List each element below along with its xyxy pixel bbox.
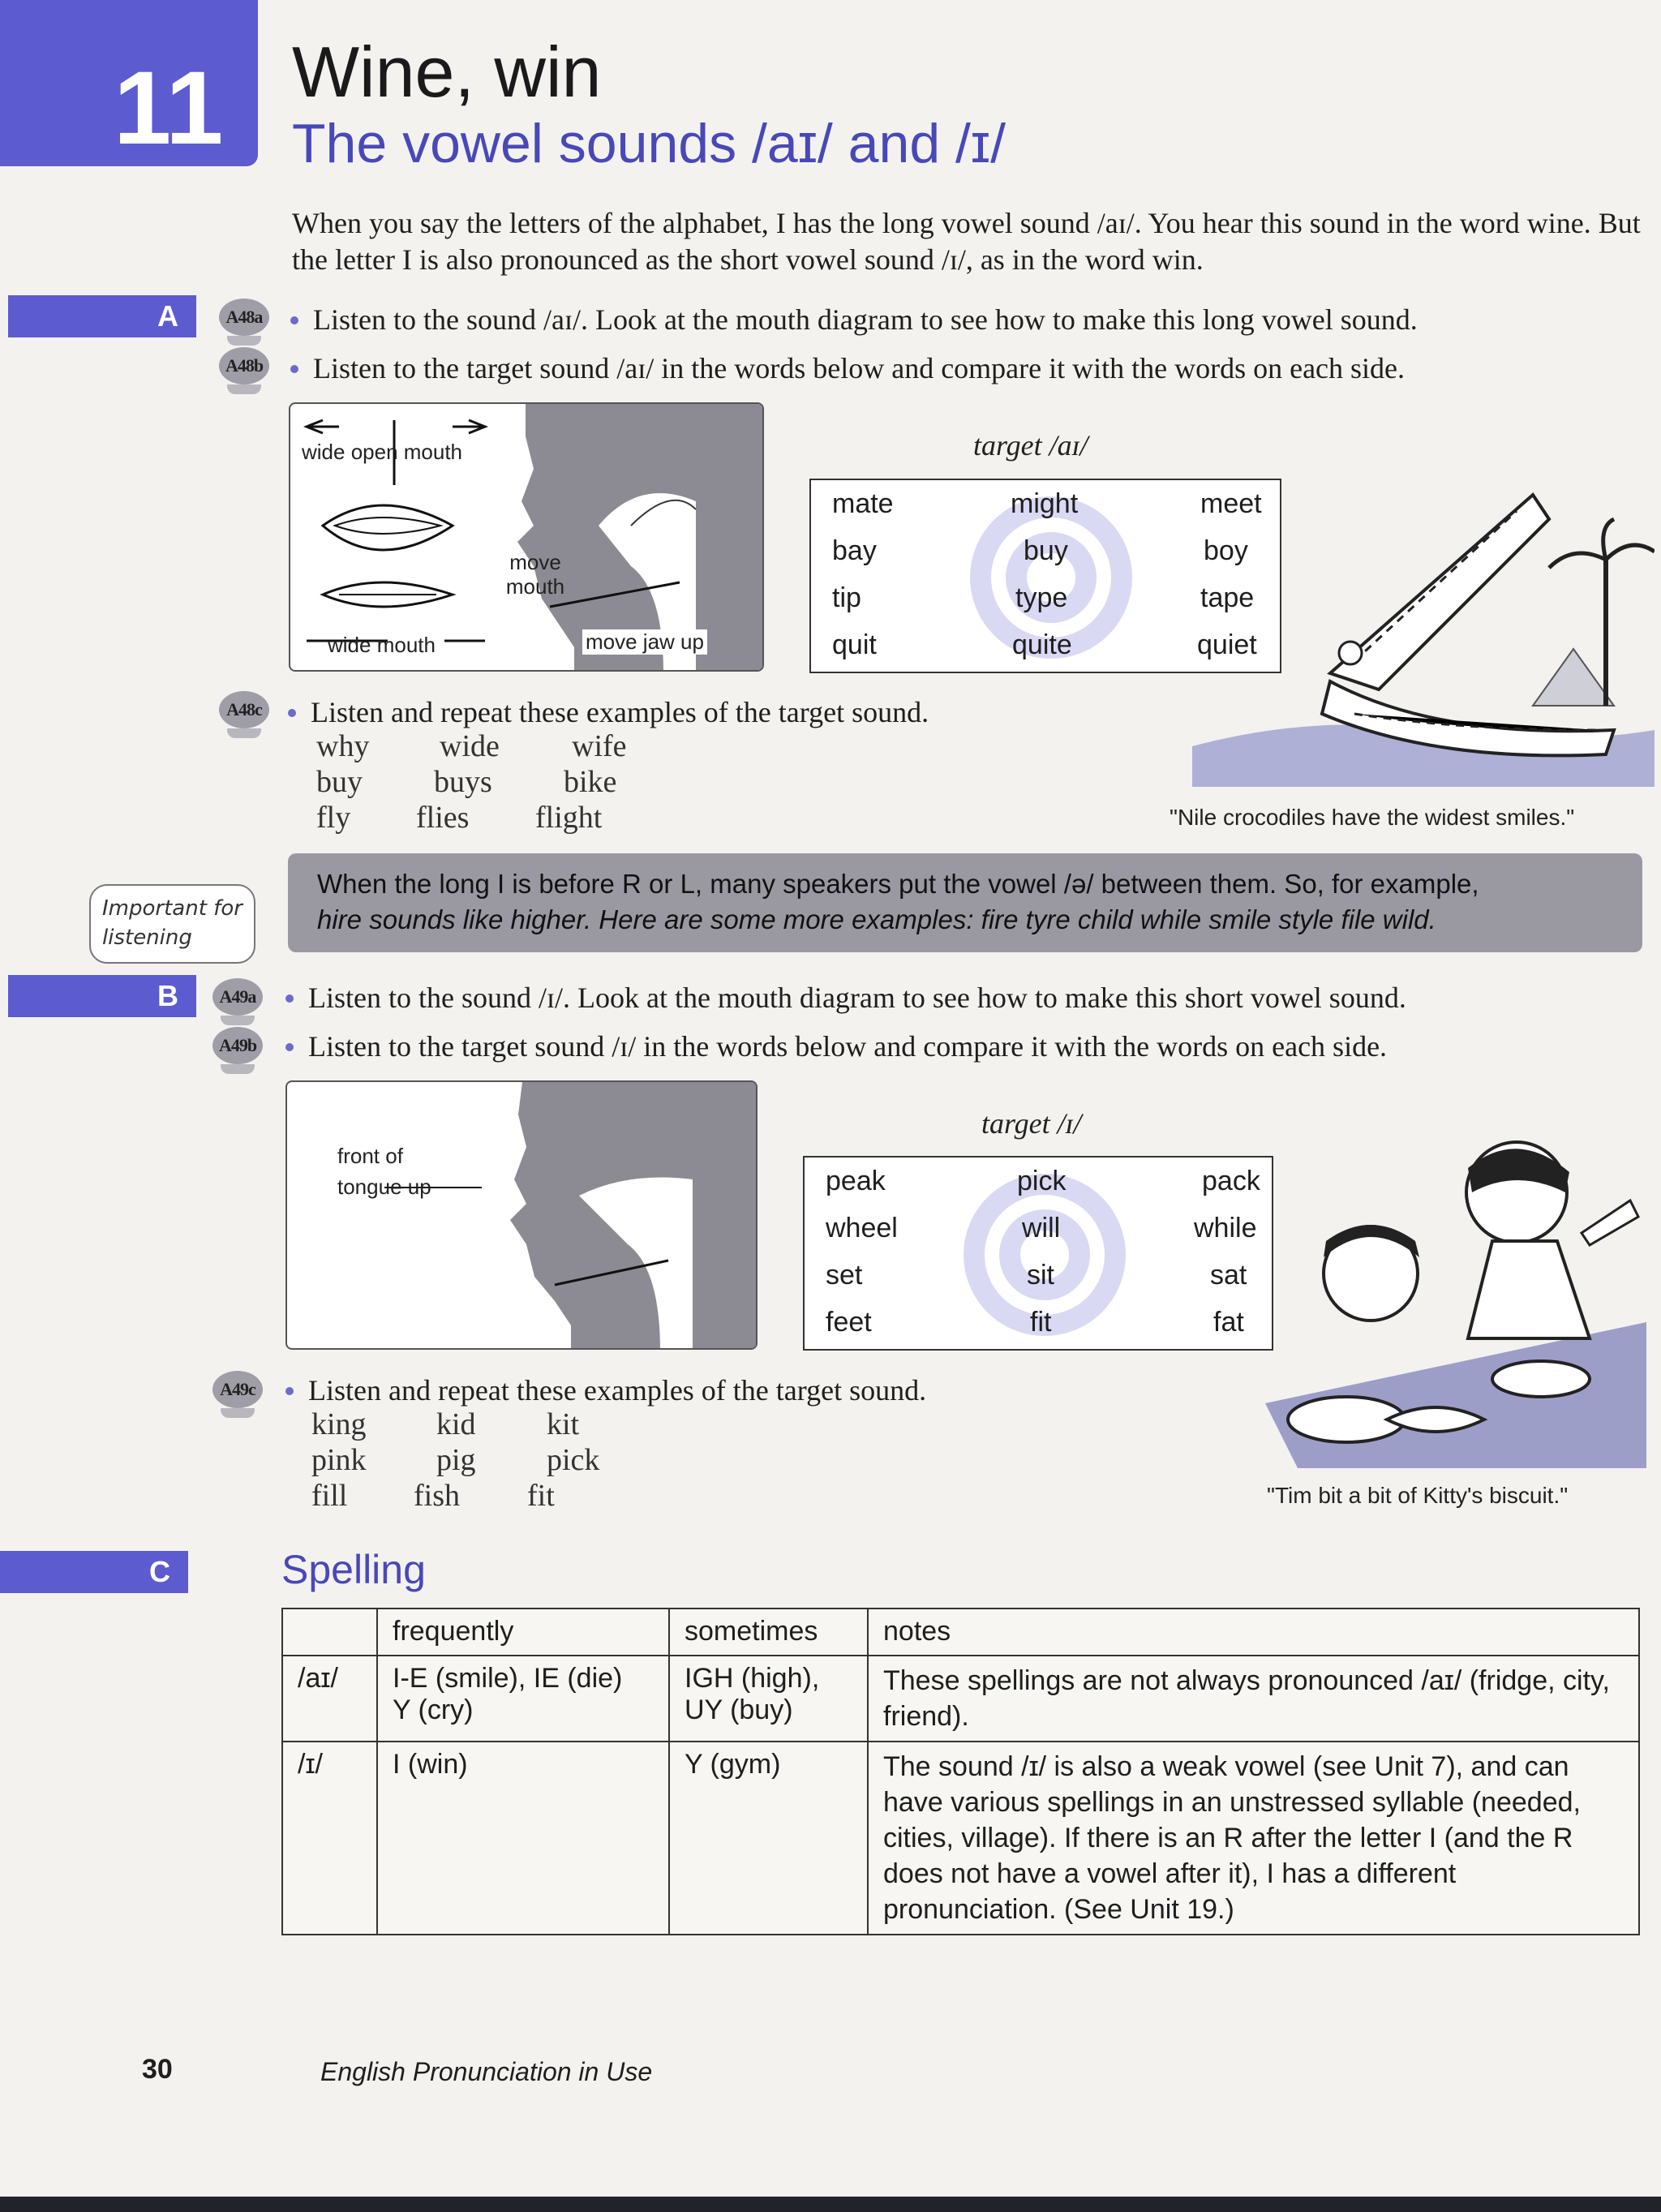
- table-row: feet fit fat: [826, 1307, 1244, 1338]
- column-header: [282, 1609, 377, 1656]
- spelling-line: I (win): [393, 1749, 468, 1780]
- notes-cell: These spellings are not always pronounced /aɪ/ (fridge, city, friend).: [868, 1656, 1639, 1742]
- tim-and-kitty-illustration: [1249, 1136, 1646, 1468]
- diagram-label: wide mouth: [328, 633, 436, 657]
- examples-ai: [316, 728, 803, 842]
- table-row: quit quite quiet: [832, 629, 1257, 660]
- audio-track-badge[interactable]: A48c: [219, 691, 269, 728]
- notes-cell: The sound /ɪ/ is also a weak vowel (see Unit 7), and can have various spellings in an unstressed syllable (needed, cities, village). If there is an R after the letter I (and the R does not have a vowel after it), I has a different pronunciation. (See Unit 19.): [868, 1742, 1639, 1935]
- instruction-b1: Listen to the sound /ɪ/. Look at the mouth diagram to see how to make this short vowel sound.: [285, 980, 1406, 1016]
- example-word: kid: [436, 1407, 476, 1441]
- unit-title: Wine, win: [292, 32, 602, 112]
- spelling-line: Y (gym): [685, 1749, 781, 1780]
- section-tab-c: C: [0, 1551, 188, 1593]
- example-word: pick: [547, 1443, 600, 1477]
- diagram-label: move jaw up: [582, 629, 707, 655]
- crocodile-illustration: [1192, 487, 1655, 787]
- example-word: fish: [414, 1479, 460, 1513]
- example-word: pink: [311, 1443, 367, 1477]
- table-row: peak pick pack: [826, 1166, 1260, 1196]
- important-for-listening-badge: Important for listening: [89, 884, 255, 964]
- spelling-line: UY (buy): [685, 1694, 793, 1725]
- table-row: wheel will while: [826, 1213, 1257, 1243]
- section-tab-a: A: [8, 295, 196, 337]
- illustration-caption: "Nile crocodiles have the widest smiles.": [1170, 805, 1575, 830]
- mouth-diagram-i: [285, 1080, 758, 1350]
- example-word: why: [316, 729, 370, 763]
- column-header: frequently: [377, 1609, 669, 1656]
- sometimes-cell: [669, 1656, 868, 1742]
- column-header: notes: [868, 1609, 1639, 1656]
- example-word: buys: [434, 765, 492, 799]
- column-header: sometimes: [669, 1609, 868, 1656]
- audio-track-badge[interactable]: A49b: [212, 1027, 263, 1064]
- example-word: fill: [311, 1479, 348, 1513]
- audio-track-badge[interactable]: A48b: [219, 347, 269, 384]
- instruction-a1: Listen to the sound /aɪ/. Look at the mouth diagram to see how to make this long vowel sound.: [290, 302, 1418, 337]
- scan-edge: [0, 2197, 1661, 2212]
- note-box: [288, 853, 1642, 952]
- audio-track-badge[interactable]: A49c: [212, 1371, 263, 1408]
- example-word: wide: [440, 729, 500, 763]
- examples-i: [311, 1407, 717, 1520]
- example-word: wife: [572, 729, 627, 763]
- instruction-b3: Listen and repeat these examples of the target sound.: [285, 1372, 926, 1408]
- table-header-row: [282, 1609, 1639, 1656]
- example-word: flight: [535, 801, 603, 835]
- target-label-ai: target /aɪ/: [973, 429, 1088, 462]
- diagram-label: wide open mouth: [302, 440, 463, 464]
- page-number: 30: [142, 2054, 173, 2085]
- table-row: mate might meet: [832, 488, 1262, 519]
- unit-number: 11: [114, 50, 224, 166]
- spelling-line: IGH (high),: [685, 1663, 820, 1694]
- table-row: bay buy boy: [832, 535, 1248, 566]
- word-table-i: [803, 1156, 1273, 1351]
- sound-cell: /aɪ/: [282, 1656, 377, 1742]
- book-title: English Pronunciation in Use: [320, 2057, 653, 2086]
- spelling-title: Spelling: [281, 1547, 426, 1592]
- example-word: king: [311, 1407, 367, 1441]
- instruction-b2: Listen to the target sound /ɪ/ in the words below and compare it with the words on each side.: [285, 1029, 1387, 1064]
- sound-cell: /ɪ/: [282, 1742, 377, 1935]
- table-row: tip type tape: [832, 582, 1255, 613]
- section-tab-b: B: [8, 975, 196, 1017]
- diagram-label: tongue up: [337, 1175, 431, 1199]
- frequently-cell: [377, 1742, 669, 1935]
- sometimes-cell: [669, 1742, 868, 1935]
- example-word: bike: [564, 765, 617, 799]
- example-word: fly: [316, 801, 351, 835]
- mouth-diagram-svg: [287, 1082, 758, 1350]
- diagram-label: front of: [337, 1144, 403, 1168]
- intro-paragraph: When you say the letters of the alphabet, I has the long vowel sound /aɪ/. You hear this sound in the word wine. But the letter I is also pronounced as the short vowel sound /ɪ/, as in the word win.: [292, 207, 1641, 276]
- table-row: [282, 1742, 1639, 1935]
- audio-track-badge[interactable]: A48a: [219, 299, 269, 336]
- target-label-i: target /ɪ/: [981, 1107, 1082, 1140]
- table-row: [282, 1656, 1639, 1742]
- note-line: hire sounds like higher. Here are some more examples: fire tyre child while smile style file wild.: [317, 904, 1436, 934]
- example-word: buy: [316, 765, 363, 799]
- table-row: set sit sat: [826, 1260, 1247, 1291]
- diagram-label: move mouth: [505, 550, 565, 599]
- illustration-caption: "Tim bit a bit of Kitty's biscuit.": [1267, 1483, 1569, 1508]
- spelling-line: I-E (smile), IE (die): [393, 1663, 623, 1694]
- example-word: pig: [436, 1443, 476, 1477]
- instruction-a2: Listen to the target sound /aɪ/ in the words below and compare it with the words on each side.: [290, 350, 1405, 386]
- spelling-table: [281, 1608, 1640, 1935]
- audio-track-badge[interactable]: A49a: [212, 978, 263, 1016]
- instruction-a3: Listen and repeat these examples of the target sound.: [288, 694, 929, 730]
- note-line: When the long I is before R or L, many speakers put the vowel /ə/ between them. So, for example,: [317, 869, 1479, 899]
- example-word: fit: [527, 1479, 555, 1513]
- frequently-cell: [377, 1656, 669, 1742]
- unit-subtitle: The vowel sounds /aɪ/ and /ɪ/: [292, 113, 1006, 174]
- mouth-diagram-ai: [289, 402, 764, 672]
- example-word: kit: [547, 1407, 580, 1441]
- spelling-line: Y (cry): [393, 1694, 474, 1725]
- example-word: flies: [416, 801, 470, 835]
